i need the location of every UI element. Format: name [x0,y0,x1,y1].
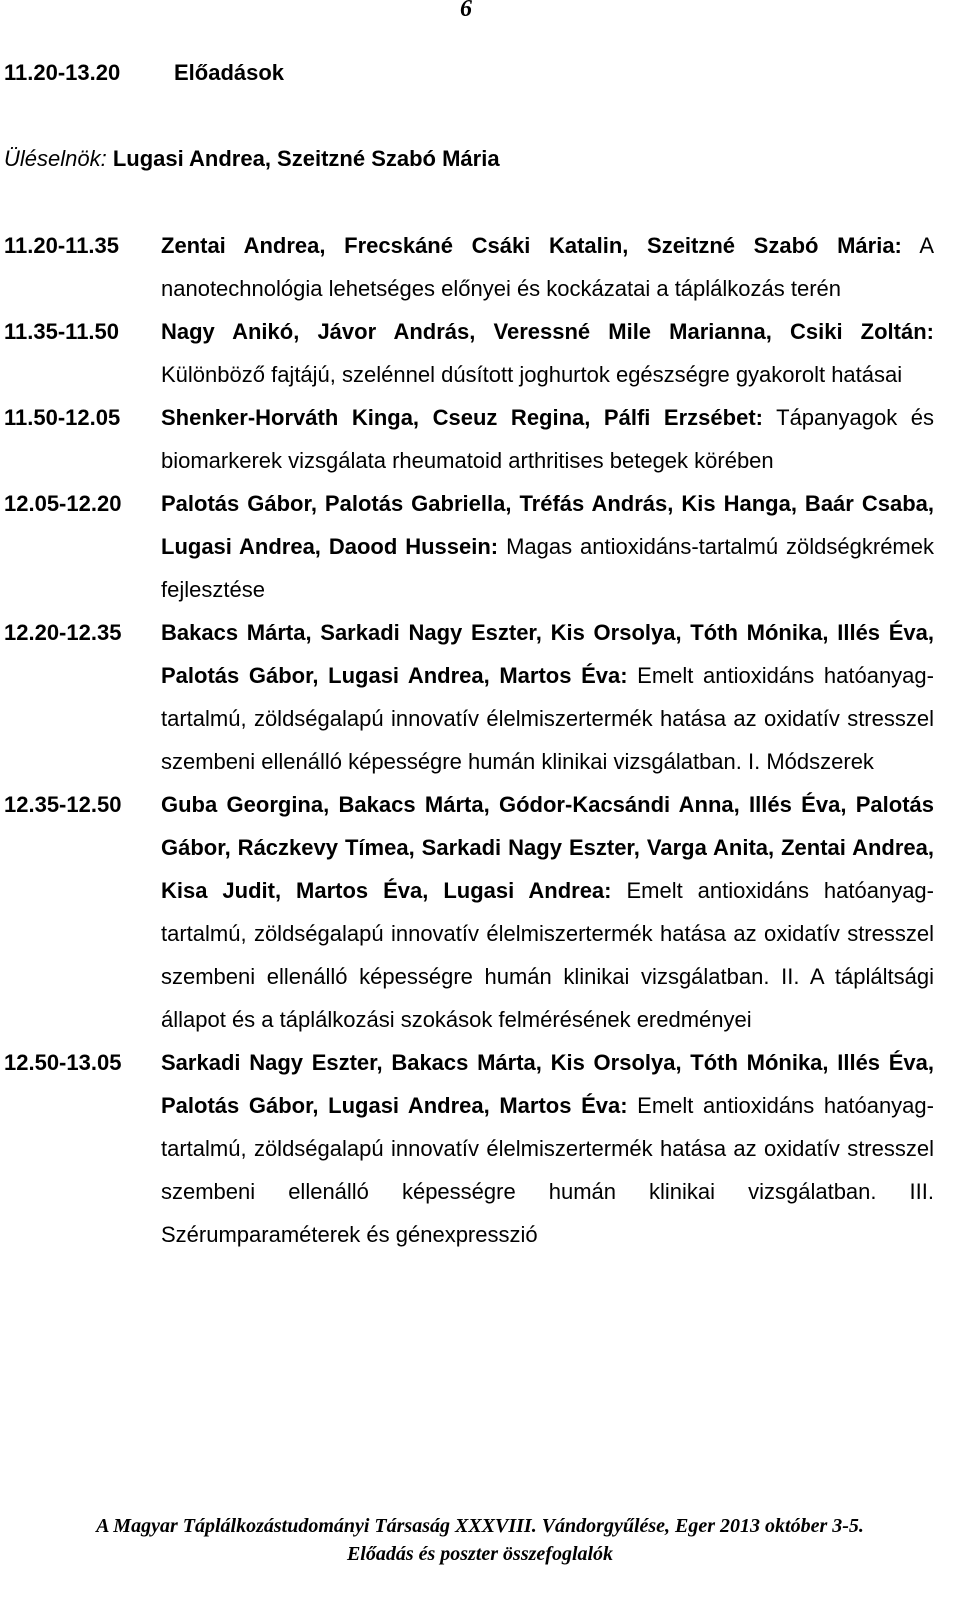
talk-item [0,783,960,1041]
talk-authors: Bakacs Márta, Sarkadi Nagy Eszter, Kis Orsolya, Tóth Mónika, Illés Éva, Palotás Gábor, Lugasi Andrea, Martos Éva: [161,620,934,688]
talk-body [161,396,934,482]
talk-item [0,482,960,611]
talk-body [161,482,934,611]
talk-authors: Palotás Gábor, Palotás Gabriella, Tréfás András, Kis Hanga, Baár Csaba, Lugasi Andrea, Daood Hussein: [161,491,934,559]
talk-body [161,611,934,783]
talk-body [161,310,934,396]
talk-title: Tápanyagok és biomarkerek vizsgálata rheumatoid arthritises betegek körében [161,405,934,473]
talk-body [161,783,934,1041]
talk-time: 12.05-12.20 [4,491,122,516]
talk-time: 11.20-11.35 [4,233,120,258]
talk-title: Különböző fajtájú, szelénnel dúsított joghurtok egészségre gyakorolt hatásai [161,362,903,387]
talk-body [161,1041,934,1256]
section-header [4,58,934,88]
program-list [0,224,960,1256]
chairs-label: Üléselnök: [4,146,107,171]
talk-authors: Zentai Andrea, Frecskáné Csáki Katalin, Szeitzné Szabó Mária: [161,233,902,258]
page-number: 6 [460,0,472,22]
talk-item [0,396,960,482]
talk-time: 12.35-12.50 [4,792,122,817]
talk-title: A nanotechnológia lehetséges előnyei és kockázatai a táplálkozás terén [161,233,934,301]
section-title: Előadások [174,60,285,85]
talk-time: 11.50-12.05 [4,405,121,430]
talk-item [0,224,960,310]
page-footer [0,1512,960,1568]
talk-time: 12.20-12.35 [4,620,122,645]
section-time: 11.20-13.20 [4,60,121,85]
talk-title: Emelt antioxidáns hatóanyag-tartalmú, zöldségalapú innovatív élelmiszertermék hatása az oxidatív stresszel szembeni ellenálló képességre humán klinikai vizsgálatban. I. Módszerek [161,663,934,774]
talk-time: 12.50-13.05 [4,1050,122,1075]
session-chairs [4,144,934,174]
chairs-names: Lugasi Andrea, Szeitzné Szabó Mária [112,146,500,171]
talk-authors: Nagy Anikó, Jávor András, Veressné Mile Marianna, Csiki Zoltán: [161,319,934,344]
talk-authors: Shenker-Horváth Kinga, Cseuz Regina, Pálfi Erzsébet: [161,405,763,430]
talk-title: Magas antioxidáns-tartalmú zöldségkrémek fejlesztése [161,534,934,602]
talk-title: Emelt antioxidáns hatóanyag-tartalmú, zöldségalapú innovatív élelmiszertermék hatása az oxidatív stresszel szembeni ellenálló képességre humán klinikai vizsgálatban. III. Szérumparaméterek és génexpresszió [161,1093,934,1247]
talk-item [0,611,960,783]
footer-conference: A Magyar Táplálkozástudományi Társaság XXXVIII. Vándorgyűlése, Eger 2013 október 3-5. [96,1515,864,1537]
talk-authors: Guba Georgina, Bakacs Márta, Gódor-Kacsándi Anna, Illés Éva, Palotás Gábor, Ráczkevy Tímea, Sarkadi Nagy Eszter, Varga Anita, Zentai Andrea, Kisa Judit, Martos Éva, Lugasi Andrea: [161,792,934,903]
footer-subtitle: Előadás és poszter összefoglalók [346,1543,614,1565]
talk-item [0,310,960,396]
talk-body [161,224,934,310]
talk-authors: Sarkadi Nagy Eszter, Bakacs Márta, Kis Orsolya, Tóth Mónika, Illés Éva, Palotás Gábor, Lugasi Andrea, Martos Éva: [161,1050,934,1118]
talk-time: 11.35-11.50 [4,319,120,344]
talk-item [0,1041,960,1256]
talk-title: Emelt antioxidáns hatóanyag-tartalmú, zöldségalapú innovatív élelmiszertermék hatása az oxidatív stresszel szembeni ellenálló képességre humán klinikai vizsgálatban. II. A tápláltsági állapot és a táplálkozási szokások felmérésének eredményei [161,878,934,1032]
